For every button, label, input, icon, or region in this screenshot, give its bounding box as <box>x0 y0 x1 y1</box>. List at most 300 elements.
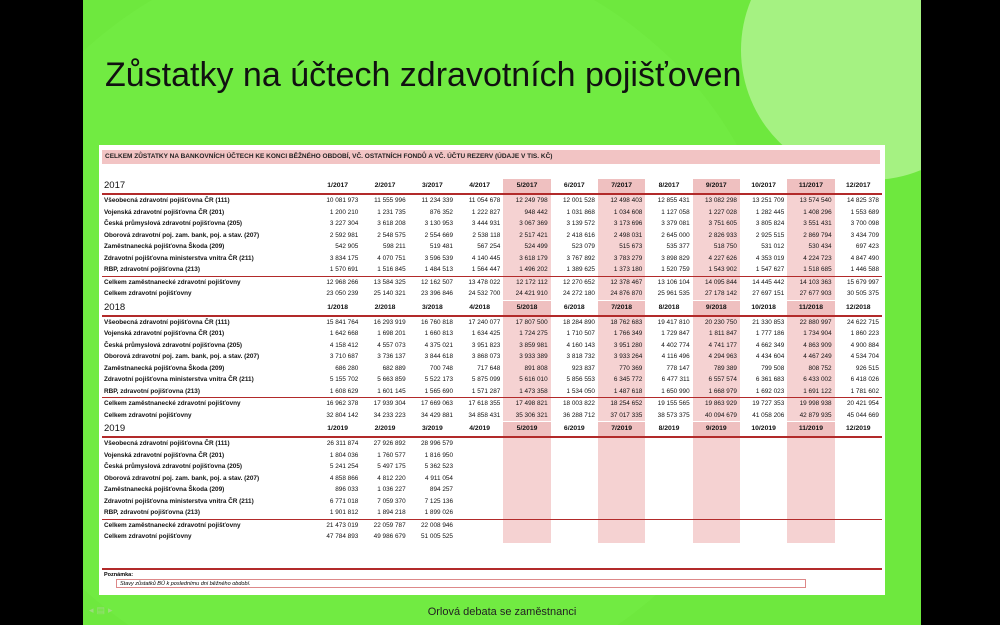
value-cell <box>645 519 692 531</box>
value-cell <box>503 519 550 531</box>
value-cell: 876 352 <box>429 208 453 216</box>
value-cell: 2 592 981 <box>329 231 359 239</box>
month-header: 3/2018 <box>409 301 456 316</box>
value-cell: 19 998 938 <box>787 398 834 410</box>
value-cell: 20 230 750 <box>693 316 740 329</box>
value-cell <box>835 437 882 450</box>
month-header: 6/2018 <box>551 301 598 316</box>
table-row <box>102 288 882 300</box>
value-cell <box>835 496 882 508</box>
table-row <box>102 461 882 473</box>
insurer-name: Česká průmyslová zdravotní pojišťovna (205) <box>104 220 243 227</box>
value-cell <box>740 531 787 543</box>
year-label: 2017 <box>102 179 314 194</box>
value-cell: 30 505 375 <box>847 290 879 297</box>
value-cell: 4 375 021 <box>424 341 453 349</box>
value-cell: 1 899 026 <box>424 509 453 516</box>
insurer-name: Zaměstnanecká pojišťovna Škoda (209) <box>104 243 225 250</box>
value-cell: 17 807 500 <box>503 316 550 329</box>
month-header: 1/2017 <box>314 179 361 194</box>
value-cell: 2 548 575 <box>377 231 406 239</box>
month-header: 1/2018 <box>314 301 361 316</box>
value-cell: 3 710 687 <box>329 353 359 360</box>
value-cell: 49 986 679 <box>373 533 406 540</box>
insurer-name: Vojenská zdravotní pojišťovna ČR (201) <box>104 208 225 216</box>
value-cell <box>645 437 692 450</box>
value-cell: 2 826 933 <box>693 230 740 242</box>
month-header: 11/2018 <box>787 301 834 316</box>
value-cell <box>551 437 598 450</box>
value-cell: 1 691 122 <box>787 386 834 398</box>
value-cell: 4 353 019 <box>755 254 785 262</box>
value-cell: 40 094 679 <box>693 410 740 422</box>
value-cell: 3 173 696 <box>598 218 645 230</box>
month-header: 8/2017 <box>645 179 692 194</box>
insurer-name: Celkem zaměstnanecké zdravotní pojišťovny <box>102 398 314 410</box>
value-cell <box>693 450 740 462</box>
month-header: 5/2017 <box>503 179 550 194</box>
value-cell: 717 648 <box>477 364 501 372</box>
prev-arrow-icon[interactable]: ◂ <box>89 605 97 615</box>
value-cell: 4 434 604 <box>755 353 785 360</box>
value-cell: 2 517 421 <box>503 230 550 242</box>
value-cell: 3 700 098 <box>850 220 879 227</box>
value-cell: 1 547 627 <box>755 266 785 273</box>
value-cell: 686 280 <box>335 364 359 372</box>
value-cell: 519 481 <box>429 243 453 250</box>
value-cell: 542 905 <box>335 243 359 250</box>
insurer-name: Všeobecná zdravotní pojišťovna ČR (111) <box>104 440 230 447</box>
value-cell: 12 249 798 <box>503 194 550 207</box>
value-cell <box>693 473 740 485</box>
value-cell: 1 571 287 <box>471 387 501 395</box>
value-cell: 515 673 <box>598 241 645 253</box>
value-cell <box>645 473 692 485</box>
insurer-name: RBP, zdravotní pojišťovna (213) <box>104 387 200 395</box>
value-cell: 36 288 712 <box>562 411 595 419</box>
value-cell: 3 818 732 <box>566 353 595 360</box>
month-header: 12/2019 <box>835 422 882 437</box>
value-cell: 4 467 249 <box>787 351 834 363</box>
value-cell: 12 270 652 <box>551 276 598 288</box>
value-cell: 1 473 358 <box>503 386 550 398</box>
value-cell: 4 812 220 <box>377 474 406 482</box>
value-cell <box>645 484 692 496</box>
value-cell: 3 898 829 <box>661 254 690 262</box>
value-cell: 808 752 <box>787 363 834 375</box>
value-cell: 896 033 <box>335 486 359 493</box>
value-cell <box>835 519 882 531</box>
value-cell <box>503 507 550 519</box>
table-row <box>102 410 882 422</box>
value-cell: 19 155 565 <box>645 398 692 410</box>
value-cell <box>787 484 834 496</box>
value-cell: 21 473 019 <box>314 519 361 531</box>
value-cell: 1 127 058 <box>661 208 690 216</box>
value-cell <box>787 519 834 531</box>
value-cell: 14 095 844 <box>693 276 740 288</box>
value-cell: 6 557 574 <box>693 374 740 386</box>
value-cell: 1 642 668 <box>329 330 359 337</box>
value-cell <box>503 531 550 543</box>
month-header: 8/2018 <box>645 301 692 316</box>
value-cell: 12 172 112 <box>503 276 550 288</box>
value-cell: 3 551 431 <box>787 218 834 230</box>
table-row <box>102 496 882 508</box>
value-cell: 697 423 <box>855 243 879 250</box>
table-row <box>102 328 882 340</box>
value-cell: 15 679 997 <box>835 276 882 288</box>
table-header-row <box>102 301 882 316</box>
insurer-name: Zaměstnanecká pojišťovna Škoda (209) <box>104 364 225 372</box>
table-row <box>102 207 882 219</box>
value-cell: 5 856 553 <box>566 376 595 383</box>
month-header: 12/2018 <box>835 301 882 316</box>
value-cell: 35 306 321 <box>503 410 550 422</box>
value-cell: 14 445 442 <box>740 276 787 288</box>
month-header: 4/2017 <box>456 179 503 194</box>
value-cell <box>598 531 645 543</box>
value-cell: 6 477 311 <box>661 376 690 383</box>
value-cell <box>787 507 834 519</box>
value-cell <box>503 437 550 450</box>
value-cell: 2 538 118 <box>472 231 501 239</box>
value-cell: 12 498 403 <box>598 194 645 207</box>
value-cell: 18 762 683 <box>598 316 645 329</box>
value-cell: 4 911 054 <box>425 474 453 482</box>
table-header-row <box>102 422 882 437</box>
value-cell: 23 396 846 <box>421 290 453 297</box>
value-cell: 19 863 929 <box>693 398 740 410</box>
value-cell: 3 618 179 <box>503 253 550 265</box>
insurer-name: Celkem zaměstnanecké zdravotní pojišťovny <box>102 276 314 288</box>
value-cell <box>740 473 787 485</box>
value-cell: 1 698 201 <box>377 330 406 337</box>
table-row <box>102 194 882 207</box>
value-cell: 4 847 490 <box>850 254 879 262</box>
value-cell: 1 553 689 <box>850 208 879 216</box>
value-cell <box>787 473 834 485</box>
value-cell: 3 596 539 <box>424 254 453 262</box>
value-cell <box>645 450 692 462</box>
value-cell: 1 734 904 <box>787 328 834 340</box>
value-cell: 1 518 685 <box>787 264 834 276</box>
month-header: 3/2017 <box>409 179 456 194</box>
value-cell: 3 767 892 <box>566 254 595 262</box>
value-cell: 17 669 063 <box>409 398 456 410</box>
value-cell <box>693 437 740 450</box>
value-cell <box>503 473 550 485</box>
table-row <box>102 218 882 230</box>
insurer-name: Vojenská zdravotní pojišťovna ČR (201) <box>104 451 225 459</box>
value-cell: 1 760 577 <box>377 451 406 459</box>
value-cell: 770 369 <box>598 363 645 375</box>
month-header: 7/2017 <box>598 179 645 194</box>
table-row <box>102 519 882 531</box>
value-cell <box>693 461 740 473</box>
month-header: 7/2018 <box>598 301 645 316</box>
value-cell: 778 147 <box>666 364 690 372</box>
insurer-name: Celkem zaměstnanecké zdravotní pojišťovny <box>102 519 314 531</box>
value-cell: 1 496 202 <box>503 264 550 276</box>
insurer-name: Zdravotní pojišťovna ministerstva vnitra ČR (211) <box>104 497 254 505</box>
value-cell: 891 808 <box>503 363 550 375</box>
value-cell: 4 534 704 <box>850 353 879 360</box>
value-cell: 3 130 953 <box>424 220 453 227</box>
value-cell: 518 750 <box>693 241 740 253</box>
value-cell: 1 816 950 <box>424 451 453 459</box>
value-cell: 14 103 363 <box>787 276 834 288</box>
menu-icon[interactable]: ▤ <box>96 605 109 615</box>
value-cell <box>693 519 740 531</box>
value-cell: 38 573 375 <box>657 411 690 419</box>
value-cell: 6 771 018 <box>329 497 359 505</box>
value-cell: 2 645 000 <box>661 231 690 239</box>
value-cell <box>456 531 503 543</box>
value-cell: 1 564 447 <box>471 266 501 273</box>
value-cell: 45 044 669 <box>847 411 879 419</box>
value-cell <box>835 461 882 473</box>
value-cell: 22 880 997 <box>787 316 834 329</box>
value-cell: 1 036 227 <box>377 486 406 493</box>
value-cell: 3 805 824 <box>755 220 785 227</box>
value-cell: 12 162 507 <box>409 276 456 288</box>
value-cell: 11 054 678 <box>468 197 501 204</box>
value-cell: 42 879 935 <box>787 410 834 422</box>
month-header: 5/2018 <box>503 301 550 316</box>
table-heading: CELKEM ZŮSTATKY NA BANKOVNÍCH ÚČTECH KE KONCI BĚŽNÉHO OBDOBÍ, VČ. OSTATNÍCH FONDŮ A VČ. ÚČTU REZERV (ÚDAJE V TIS. KČ) <box>102 150 880 164</box>
value-cell <box>551 473 598 485</box>
month-header: 10/2017 <box>740 179 787 194</box>
value-cell: 24 532 700 <box>468 290 501 297</box>
value-cell: 3 933 264 <box>598 351 645 363</box>
value-cell: 1 781 602 <box>850 387 879 395</box>
value-cell <box>693 484 740 496</box>
value-cell <box>787 450 834 462</box>
value-cell: 2 925 515 <box>755 231 785 239</box>
month-header: 7/2019 <box>598 422 645 437</box>
value-cell: 523 079 <box>571 243 595 250</box>
value-cell: 5 362 523 <box>424 463 453 470</box>
value-cell: 17 618 355 <box>456 398 503 410</box>
value-cell: 4 294 963 <box>693 351 740 363</box>
table-row <box>102 437 882 450</box>
month-header: 6/2017 <box>551 179 598 194</box>
value-cell <box>835 484 882 496</box>
value-cell: 2 418 616 <box>566 231 595 239</box>
value-cell <box>693 507 740 519</box>
value-cell: 12 855 431 <box>657 197 690 204</box>
value-cell <box>598 496 645 508</box>
insurer-name: Česká průmyslová zdravotní pojišťovna (205) <box>104 463 243 470</box>
month-header: 10/2018 <box>740 301 787 316</box>
value-cell <box>598 484 645 496</box>
value-cell: 3 951 280 <box>598 340 645 352</box>
value-cell <box>456 450 503 462</box>
value-cell: 5 522 173 <box>424 376 453 383</box>
value-cell: 1 601 145 <box>377 387 406 395</box>
value-cell <box>503 450 550 462</box>
value-cell: 13 584 325 <box>361 276 408 288</box>
value-cell <box>503 461 550 473</box>
value-cell: 18 003 822 <box>551 398 598 410</box>
value-cell <box>551 531 598 543</box>
value-cell: 17 498 821 <box>503 398 550 410</box>
table-row <box>102 398 882 410</box>
slide-footer: Orlová debata se zaměstnanci <box>427 606 577 618</box>
month-header: 4/2018 <box>456 301 503 316</box>
value-cell: 5 241 254 <box>329 463 359 470</box>
value-cell: 567 254 <box>477 243 501 250</box>
value-cell: 3 834 175 <box>329 254 359 262</box>
value-cell <box>645 496 692 508</box>
value-cell: 948 442 <box>503 207 550 219</box>
value-cell <box>645 461 692 473</box>
year-tables <box>102 179 882 544</box>
table-row <box>102 507 882 519</box>
value-cell: 1 227 028 <box>693 207 740 219</box>
value-cell <box>456 484 503 496</box>
value-cell: 21 330 853 <box>752 318 785 326</box>
value-cell: 4 116 496 <box>661 353 690 360</box>
value-cell: 1 811 847 <box>693 328 740 340</box>
value-cell: 1 608 629 <box>329 387 359 395</box>
value-cell <box>835 473 882 485</box>
value-cell: 3 868 073 <box>471 353 501 360</box>
value-cell: 18 284 890 <box>562 318 595 326</box>
value-cell: 682 889 <box>382 364 406 372</box>
value-cell: 5 663 859 <box>377 376 406 383</box>
value-cell: 4 158 412 <box>329 341 359 349</box>
value-cell: 14 825 378 <box>847 197 879 204</box>
value-cell: 1 565 690 <box>424 387 453 395</box>
value-cell: 1 710 507 <box>566 330 595 337</box>
value-cell: 20 421 954 <box>835 398 882 410</box>
table-row <box>102 316 882 329</box>
value-cell <box>503 496 550 508</box>
value-cell: 6 433 002 <box>787 374 834 386</box>
value-cell: 17 240 077 <box>468 318 501 326</box>
month-header: 9/2017 <box>693 179 740 194</box>
value-cell <box>787 461 834 473</box>
value-cell <box>645 531 692 543</box>
table-row <box>102 374 882 386</box>
month-header: 10/2019 <box>740 422 787 437</box>
table-row <box>102 241 882 253</box>
value-cell: 3 444 931 <box>471 220 501 227</box>
value-cell: 1 894 218 <box>377 509 406 516</box>
value-cell <box>551 461 598 473</box>
value-cell: 4 662 349 <box>755 341 785 349</box>
value-cell: 1 408 296 <box>787 207 834 219</box>
month-header: 12/2017 <box>835 179 882 194</box>
table-row <box>102 484 882 496</box>
month-header: 11/2019 <box>787 422 834 437</box>
value-cell <box>598 461 645 473</box>
month-header: 9/2018 <box>693 301 740 316</box>
value-cell: 4 858 866 <box>329 474 359 482</box>
value-cell: 1 389 625 <box>566 266 595 273</box>
value-cell <box>551 450 598 462</box>
month-header: 8/2019 <box>645 422 692 437</box>
value-cell: 1 692 023 <box>755 387 785 395</box>
value-cell: 4 227 626 <box>693 253 740 265</box>
value-cell: 1 650 990 <box>661 387 690 395</box>
value-cell: 27 926 892 <box>373 440 406 447</box>
month-header: 2/2019 <box>361 422 408 437</box>
value-cell: 3 434 709 <box>850 231 879 239</box>
value-cell <box>787 437 834 450</box>
insurer-name: Zdravotní pojišťovna ministerstva vnitra ČR (211) <box>104 376 254 383</box>
value-cell: 37 017 335 <box>598 410 645 422</box>
insurer-name: Celkem zdravotní pojišťovny <box>104 411 192 419</box>
value-cell: 10 081 973 <box>326 197 359 204</box>
value-cell: 22 059 787 <box>361 519 408 531</box>
value-cell <box>456 437 503 450</box>
value-cell: 5 497 175 <box>377 463 406 470</box>
value-cell: 3 618 208 <box>377 220 406 227</box>
value-cell: 3 783 279 <box>598 253 645 265</box>
table-header-row <box>102 179 882 194</box>
value-cell <box>835 450 882 462</box>
value-cell <box>456 496 503 508</box>
value-cell <box>740 461 787 473</box>
value-cell: 5 155 702 <box>329 376 359 383</box>
value-cell: 5 616 010 <box>503 374 550 386</box>
value-cell: 16 293 919 <box>373 318 406 326</box>
value-cell: 4 160 143 <box>566 341 595 349</box>
slide <box>83 0 921 625</box>
table-card <box>99 145 885 595</box>
table-row <box>102 230 882 242</box>
insurer-name: Zdravotní pojišťovna ministerstva vnitra ČR (211) <box>104 254 254 262</box>
value-cell <box>503 484 550 496</box>
value-cell: 7 125 136 <box>424 497 453 505</box>
value-cell: 926 515 <box>855 364 879 372</box>
value-cell: 4 741 177 <box>693 340 740 352</box>
value-cell: 6 345 772 <box>598 374 645 386</box>
value-cell <box>456 461 503 473</box>
month-header: 3/2019 <box>409 422 456 437</box>
value-cell: 6 361 683 <box>755 376 785 383</box>
value-cell <box>740 484 787 496</box>
notes-section <box>102 568 882 590</box>
value-cell: 4 863 909 <box>787 340 834 352</box>
value-cell: 28 996 579 <box>421 440 453 447</box>
month-header: 9/2019 <box>693 422 740 437</box>
value-cell <box>740 519 787 531</box>
year-table-2018 <box>102 301 882 422</box>
value-cell: 1 570 691 <box>329 266 359 273</box>
value-cell: 41 058 206 <box>752 411 785 419</box>
value-cell <box>787 531 834 543</box>
value-cell: 13 251 709 <box>752 197 785 204</box>
value-cell: 13 574 540 <box>787 194 834 207</box>
value-cell <box>693 496 740 508</box>
value-cell: 25 140 321 <box>373 290 406 297</box>
value-cell <box>598 507 645 519</box>
value-cell: 22 008 946 <box>409 519 456 531</box>
value-cell <box>456 473 503 485</box>
value-cell <box>551 496 598 508</box>
insurer-name: Oborová zdravotní poj. zam. bank, poj. a stav. (207) <box>104 231 260 239</box>
insurer-name: Oborová zdravotní poj. zam. bank, poj. a stav. (207) <box>104 474 260 482</box>
table-row <box>102 473 882 485</box>
month-header: 2/2018 <box>361 301 408 316</box>
next-arrow-icon[interactable]: ▸ <box>108 605 116 615</box>
value-cell: 12 001 528 <box>562 197 595 204</box>
value-cell: 27 697 151 <box>752 290 785 297</box>
